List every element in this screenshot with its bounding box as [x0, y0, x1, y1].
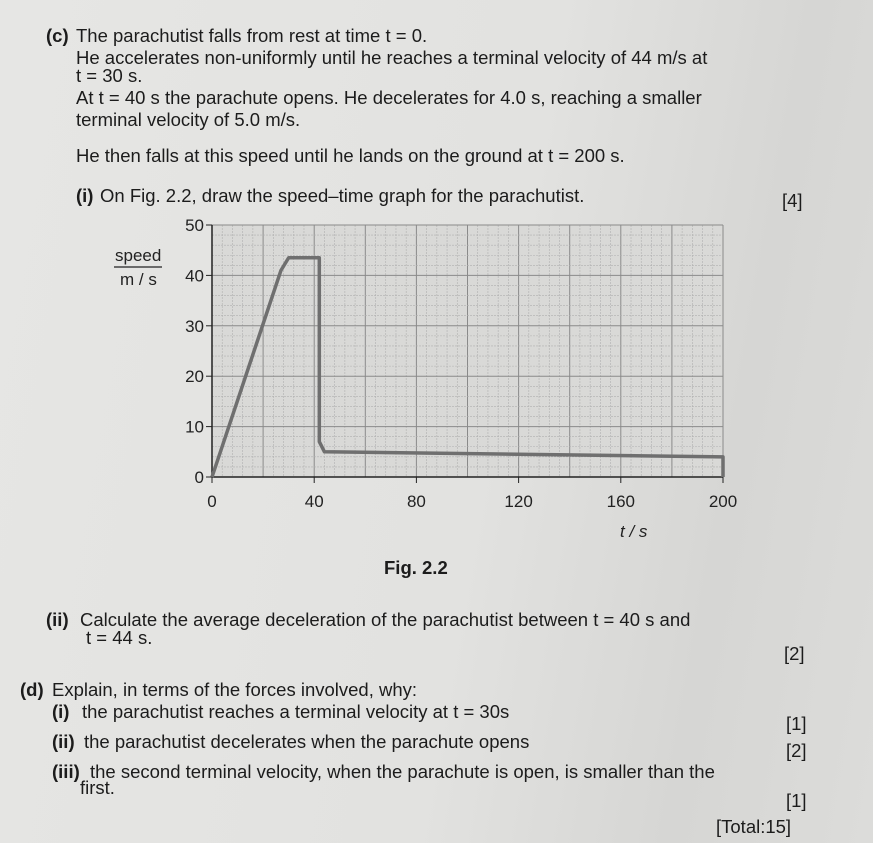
part-c-line: terminal velocity of 5.0 m/s. — [76, 109, 301, 130]
d-ii-label: (ii) — [52, 731, 75, 752]
part-c-line: He accelerates non-uniformly until he reaches a terminal velocity of 44 m/s at — [76, 47, 708, 68]
x-tick-label: 120 — [504, 492, 533, 511]
y-tick-label: 40 — [185, 266, 204, 286]
grid — [212, 225, 723, 477]
d-ii-marks: [2] — [786, 740, 807, 761]
figure-caption: Fig. 2.2 — [384, 557, 448, 578]
y-axis-label-top: speed — [115, 246, 162, 265]
part-c-line: At t = 40 s the parachute opens. He decelerates for 4.0 s, reaching a smaller — [76, 87, 702, 108]
total-marks: [Total:15] — [716, 816, 792, 837]
y-tick-label: 0 — [194, 468, 204, 487]
d-iii-label: (iii) — [52, 761, 80, 782]
q-ii-line: Calculate the average deceleration of the parachutist between t = 40 s and — [80, 609, 691, 630]
part-d-label: (d) — [20, 679, 44, 700]
d-iii-marks: [1] — [786, 790, 807, 811]
y-axis-label-bottom: m / s — [120, 270, 157, 289]
q-ii-label: (ii) — [46, 609, 69, 630]
part-c-label: (c) — [46, 25, 69, 46]
d-ii-text: the parachutist decelerates when the parachute opens — [84, 731, 530, 752]
d-i-text: the parachutist reaches a terminal velocity at t = 30s — [82, 701, 510, 722]
d-iii-text-cont: first. — [80, 777, 115, 798]
part-c-line: t = 30 s. — [76, 65, 143, 86]
q-i-label: (i) — [76, 185, 94, 206]
part-c-line: The parachutist falls from rest at time t = 0. — [76, 25, 428, 46]
q-ii-marks: [2] — [784, 643, 805, 664]
d-i-label: (i) — [52, 701, 70, 722]
part-c-line: He then falls at this speed until he lands on the ground at t = 200 s. — [76, 145, 625, 166]
y-tick-label: 20 — [185, 367, 204, 387]
q-ii-line: t = 44 s. — [86, 627, 153, 648]
d-i-marks: [1] — [786, 713, 807, 734]
part-d-intro: Explain, in terms of the forces involved, why: — [52, 679, 418, 700]
x-tick-label: 80 — [406, 492, 426, 511]
x-tick-label: 0 — [207, 492, 217, 511]
y-tick-label: 10 — [185, 417, 204, 437]
x-tick-label: 40 — [304, 492, 324, 511]
y-tick-label: 50 — [185, 216, 204, 235]
q-i-text: On Fig. 2.2, draw the speed–time graph for the parachutist. — [100, 185, 585, 206]
x-tick-label: 200 — [708, 492, 738, 511]
x-axis-label: t / s — [620, 522, 648, 541]
y-tick-label: 30 — [185, 316, 204, 336]
speed-time-graph — [100, 205, 760, 555]
q-i-marks: [4] — [782, 190, 803, 211]
d-iii-text: the second terminal velocity, when the parachute is open, is smaller than the — [90, 761, 715, 782]
x-tick-label: 160 — [606, 492, 635, 511]
